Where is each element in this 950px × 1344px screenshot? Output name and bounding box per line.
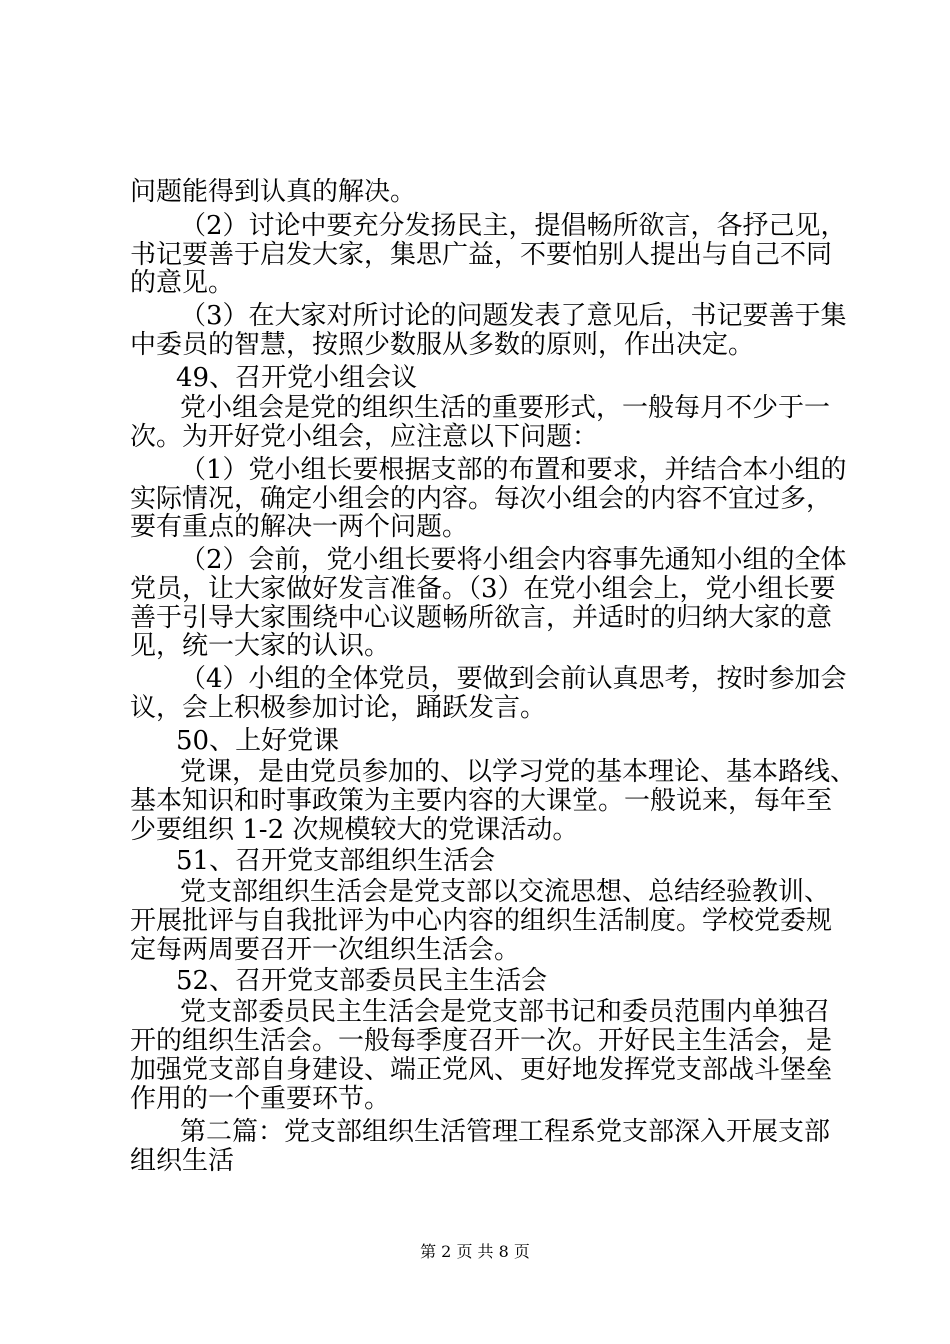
- section-heading-50: 50、上好党课: [176, 726, 340, 756]
- text-line: 基本知识和时事政策为主要内容的大课堂。一般说来，每年至: [130, 786, 833, 816]
- text-line: 开展批评与自我批评为中心内容的组织生活制度。学校党委规: [130, 906, 833, 936]
- text-line: （1）党小组长要根据支部的布置和要求，并结合本小组的: [180, 455, 847, 485]
- text-line: 加强党支部自身建设、端正党风、更好地发挥党支部战斗堡垒: [130, 1055, 833, 1085]
- text-line: （2）会前，党小组长要将小组会内容事先通知小组的全体: [180, 545, 847, 575]
- section-heading-49: 49、召开党小组会议: [176, 363, 418, 393]
- page-number-footer: 第 2 页 共 8 页: [420, 1242, 530, 1261]
- text-line: 党支部委员民主生活会是党支部书记和委员范围内单独召: [180, 997, 831, 1027]
- text-line: 党员，让大家做好发言准备。（3）在党小组会上，党小组长要: [130, 574, 836, 604]
- text-line: 问题能得到认真的解决。: [130, 177, 417, 207]
- text-line: 作用的一个重要环节。: [130, 1084, 391, 1114]
- text-line: （2）讨论中要充分发扬民主，提倡畅所欲言，各抒己见，: [180, 211, 847, 241]
- text-line: 开的组织生活会。一般每季度召开一次。开好民主生活会，是: [130, 1026, 833, 1056]
- text-line: 书记要善于启发大家，集思广益，不要怕别人提出与自己不同: [130, 240, 833, 270]
- text-line: 中委员的智慧，按照少数服从多数的原则，作出决定。: [130, 330, 755, 360]
- text-line: （4）小组的全体党员，要做到会前认真思考，按时参加会: [180, 664, 847, 694]
- text-line: 的意见。: [130, 268, 235, 298]
- text-line: 党支部组织生活会是党支部以交流思想、总结经验教训、: [180, 877, 831, 907]
- chapter-heading: 第二篇：党支部组织生活管理工程系党支部深入开展支部: [180, 1117, 831, 1147]
- text-line: （3）在大家对所讨论的问题发表了意见后，书记要善于集: [180, 301, 847, 331]
- section-heading-52: 52、召开党支部委员民主生活会: [176, 966, 548, 996]
- text-line: 要有重点的解决一两个问题。: [130, 512, 469, 542]
- text-line: 实际情况，确定小组会的内容。每次小组会的内容不宜过多，: [130, 484, 833, 514]
- text-line: 见，统一大家的认识。: [130, 631, 391, 661]
- section-heading-51: 51、召开党支部组织生活会: [176, 846, 496, 876]
- text-line: 定每两周要召开一次组织生活会。: [130, 935, 521, 965]
- text-line: 善于引导大家围绕中心议题畅所欲言，并适时的归纳大家的意: [130, 603, 833, 633]
- chapter-heading-continued: 组织生活: [130, 1146, 235, 1176]
- text-line: 党小组会是党的组织生活的重要形式，一般每月不少于一: [180, 393, 831, 423]
- text-line: 少要组织 1-2 次规模较大的党课活动。: [130, 815, 579, 845]
- text-line: 次。为开好党小组会，应注意以下问题：: [130, 422, 599, 452]
- text-line: 党课，是由党员参加的、以学习党的基本理论、基本路线、: [180, 757, 857, 787]
- text-line: 议，会上积极参加讨论，踊跃发言。: [130, 693, 547, 723]
